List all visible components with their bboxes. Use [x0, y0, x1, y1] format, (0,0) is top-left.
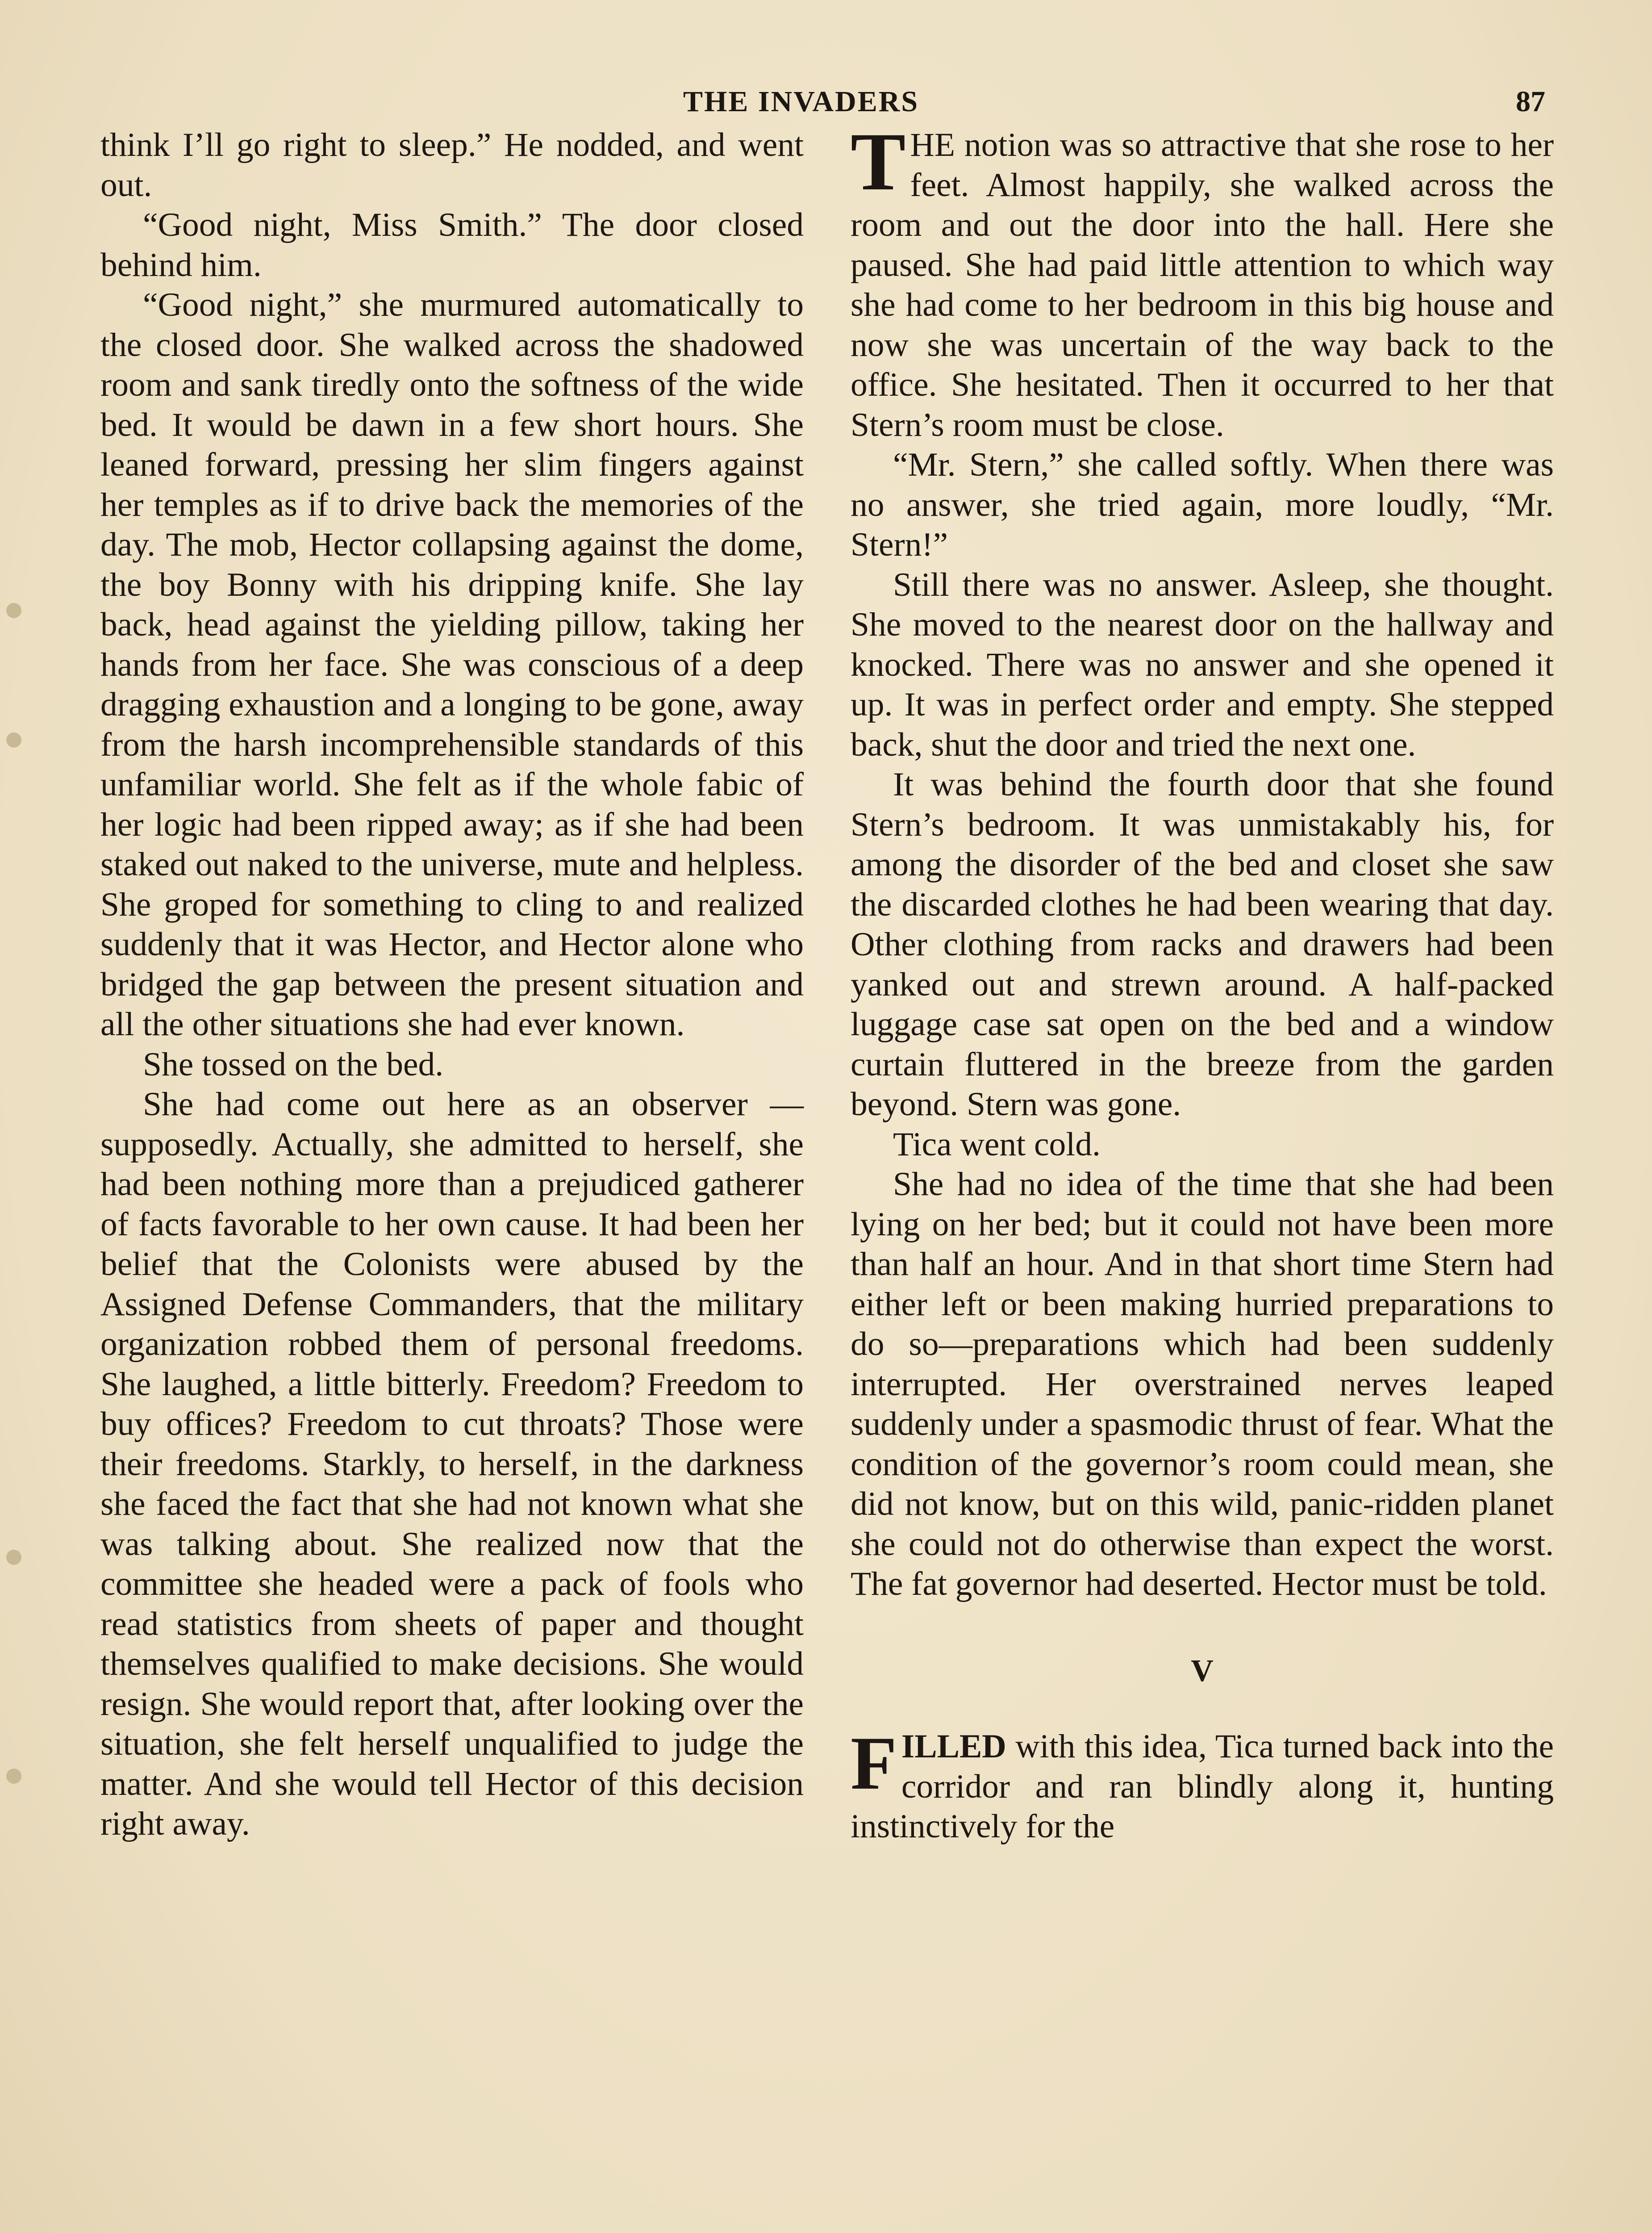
paragraph: Still there was no answer. Asleep, she thought. She moved to the nearest door on the hallway and knocked. There was no answer and she opened it up. It was in perfect order and empty. She stepped back, shut the door and tried the next one. [851, 566, 1554, 763]
chapter-heading: V [1191, 1653, 1214, 1688]
binding-hole [6, 603, 21, 618]
paragraph-opening [851, 1721, 1554, 1847]
paragraph-text: with this idea, Tica turned back into the corridor and ran blindly along it, hunting instinctively for the [851, 1728, 1554, 1845]
paragraph: Tica went cold. [893, 1125, 1101, 1163]
binding-hole [6, 1550, 21, 1565]
binding-hole [6, 732, 21, 748]
paragraph-opening [851, 116, 1554, 445]
lead-word: ILLED [901, 1728, 1006, 1765]
running-header-title: THE INVADERS [683, 85, 919, 118]
paragraph: It was behind the fourth door that she found Stern’s bedroom. It was unmistakably his, for among the disorder of the bed and closet she saw the discarded clothes he had been wearing that day. Other clothing from racks and drawers had been yanked out and strewn around. A half-packed luggage case sat open on the bed and a window curtain fluttered in the breeze from the garden beyond. Stern was gone. [851, 766, 1554, 1123]
paragraph: She tossed on the bed. [143, 1045, 444, 1083]
paragraph: “Mr. Stern,” she called softly. When there was no answer, she tried again, more loudly, “Mr. Stern!” [851, 446, 1554, 563]
right-column [851, 116, 1554, 1847]
left-column [100, 125, 804, 1844]
paragraph: She had come out here as an observer —supposedly. Actually, she admitted to herself, she had been nothing more than a prejudiced gatherer of facts favorable to her own cause. It had been her belief that the Colonists were abused by the Assigned Defense Commanders, that the military organization robbed them of personal freedoms. She laughed, a little bitterly. Freedom? Freedom to buy offices? Freedom to cut throats? Those were their freedoms. Starkly, to herself, in the darkness she faced the fact that she had not known what she was talking about. She realized now that the committee she headed were a pack of fools who read statistics from sheets of paper and thought themselves qualified to make decisions. She would resign. She would report that, after looking over the situation, she felt herself unqualified to judge the matter. And she would tell Hector of this decision right away. [100, 1086, 804, 1842]
paragraph-text: HE notion was so attractive that she rose to her feet. Almost happily, she walked across the room and out the door into the hall. Here she paused. She had paid little attention to which way she had come to her bedroom in this big house and now she was uncertain of the way back to the office. She hesitated. Then it occurred to her that Stern’s room must be close. [851, 126, 1554, 443]
paragraph: “Good night, Miss Smith.” The door closed behind him. [100, 206, 804, 284]
binding-hole [6, 1769, 21, 1784]
drop-cap: F [851, 1721, 897, 1805]
page-number: 87 [1516, 85, 1545, 118]
paragraph: She had no idea of the time that she had been lying on her bed; but it could not have been more than half an hour. And in that short time Stern had either left or been making hurried preparations to do so—preparations which had been suddenly interrupted. Her overstrained nerves leaped suddenly under a spasmodic thrust of fear. What the condition of the governor’s room could mean, she did not know, but on this wild, panic-ridden planet she could not do otherwise than expect the worst. The fat governor had deserted. Hector must be told. [851, 1166, 1554, 1602]
paragraph: “Good night,” she murmured automatically to the closed door. She walked across the shadowed room and sank tiredly onto the softness of the wide bed. It would be dawn in a few short hours. She leaned forward, pressing her slim fingers against her temples as if to drive back the memories of the day. The mob, Hector collapsing against the dome, the boy Bonny with his dripping knife. She lay back, head against the yielding pillow, taking her hands from her face. She was conscious of a deep dragging exhaustion and a longing to be gone, away from the harsh incomprehensible standards of this unfamiliar world. She felt as if the whole fabic of her logic had been ripped away; as if she had been staked out naked to the universe, mute and helpless. She groped for something to cling to and realized suddenly that it was Hector, and Hector alone who bridged the gap between the present situation and all the other situations she had ever known. [100, 286, 804, 1043]
drop-cap: T [851, 116, 906, 208]
paragraph: think I’ll go right to sleep.” He nodded, and went out. [100, 126, 804, 204]
